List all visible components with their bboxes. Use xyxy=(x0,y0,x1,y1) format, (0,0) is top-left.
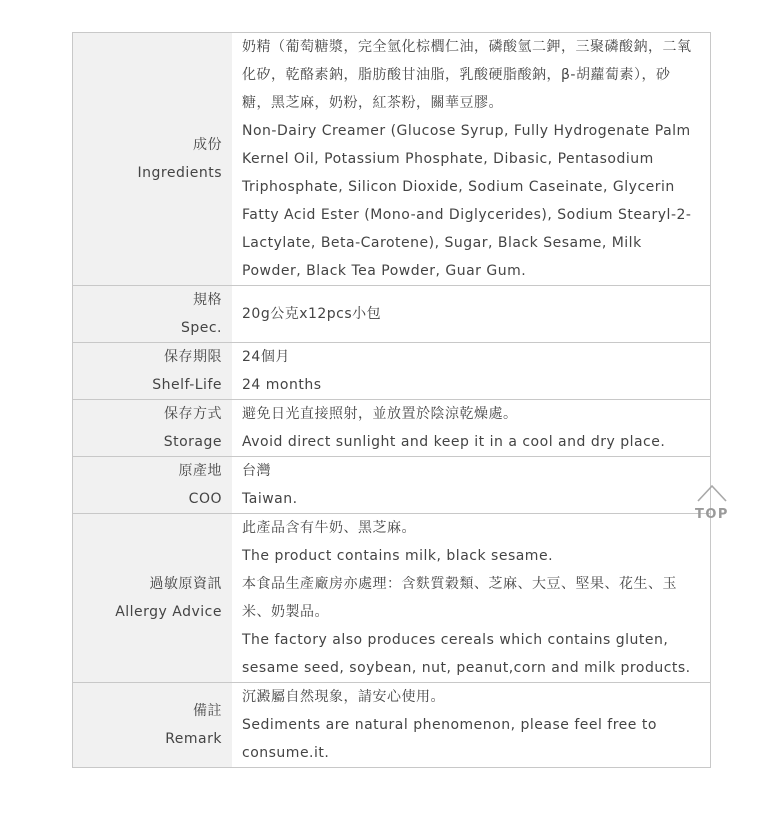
label-en: Allergy Advice xyxy=(115,604,222,620)
coo-zh: 台灣 xyxy=(242,463,271,479)
spec-row-storage xyxy=(73,400,711,457)
ingredients-zh: 奶精（葡萄糖漿，完全氫化棕櫚仁油，磷酸氫二鉀，三聚磷酸鈉，二氧化矽，乾酪素鈉，脂肪酸甘油脂，乳酸硬脂酸鈉，β-胡蘿蔔素），砂糖，黑芝麻，奶粉，紅茶粉，關華豆膠。 xyxy=(242,39,692,111)
label-zh: 備註 xyxy=(193,703,222,719)
label-en: Storage xyxy=(163,434,222,450)
row-content xyxy=(232,683,711,768)
row-content xyxy=(232,400,711,457)
shelf-life-en: 24 months xyxy=(242,377,322,393)
storage-en: Avoid direct sunlight and keep it in a cool and dry place. xyxy=(242,434,666,450)
product-spec-table xyxy=(72,32,711,768)
allergy-product-zh: 此產品含有牛奶、黑芝麻。 xyxy=(242,520,416,536)
remark-zh: 沉澱屬自然現象，請安心使用。 xyxy=(242,689,445,705)
coo-en: Taiwan. xyxy=(242,491,298,507)
row-content xyxy=(232,33,711,286)
allergy-product-en: The product contains milk, black sesame. xyxy=(242,548,554,564)
spec-row-allergy xyxy=(73,514,711,683)
storage-zh: 避免日光直接照射，並放置於陰涼乾燥處。 xyxy=(242,406,518,422)
chevron-up-icon xyxy=(696,483,728,503)
allergy-factory-en: The factory also produces cereals which contains gluten, sesame seed, soybean, nut, peanut,corn and milk products. xyxy=(242,632,691,676)
spec-row-ingredients xyxy=(73,33,711,286)
spec-row-shelf-life xyxy=(73,343,711,400)
row-label xyxy=(73,400,233,457)
label-zh: 保存期限 xyxy=(164,349,222,365)
row-label xyxy=(73,286,233,343)
row-label xyxy=(73,514,233,683)
label-en: Shelf-Life xyxy=(152,377,222,393)
label-en: COO xyxy=(188,491,222,507)
label-zh: 保存方式 xyxy=(164,406,222,422)
label-en: Remark xyxy=(165,731,222,747)
back-to-top-button[interactable] xyxy=(694,483,730,525)
row-content xyxy=(232,286,711,343)
label-zh: 規格 xyxy=(193,292,222,308)
label-zh: 原產地 xyxy=(178,463,222,479)
spec-row-coo xyxy=(73,457,711,514)
spec-value: 20g公克x12pcs小包 xyxy=(242,306,382,322)
allergy-factory-zh: 本食品生產廠房亦處理：含麩質穀類、芝麻、大豆、堅果、花生、玉米、奶製品。 xyxy=(242,576,677,620)
spec-row-spec xyxy=(73,286,711,343)
row-content xyxy=(232,343,711,400)
row-label xyxy=(73,457,233,514)
row-content xyxy=(232,514,711,683)
row-label xyxy=(73,343,233,400)
shelf-life-zh: 24個月 xyxy=(242,349,290,365)
remark-en: Sediments are natural phenomenon, please feel free to consume.it. xyxy=(242,717,657,761)
row-content xyxy=(232,457,711,514)
label-zh: 成份 xyxy=(193,137,222,153)
label-zh: 過敏原資訊 xyxy=(149,576,222,592)
back-to-top-label: TOP xyxy=(695,507,729,522)
label-en: Ingredients xyxy=(137,165,222,181)
ingredients-en: Non-Dairy Creamer (Glucose Syrup, Fully Hydrogenate Palm Kernel Oil, Potassium Phosphate, Dibasic, Pentasodium Triphosphate, Silicon Dioxide, Sodium Caseinate, Glycerin Fatty Acid Ester (Mono-and Diglycerides), Sodium Stearyl-2-Lactylate, Beta-Carotene), Sugar, Black Sesame, Milk Powder, Black Tea Powder, Guar Gum. xyxy=(242,123,692,279)
row-label xyxy=(73,683,233,768)
row-label xyxy=(73,33,233,286)
spec-row-remark xyxy=(73,683,711,768)
label-en: Spec. xyxy=(180,320,222,336)
